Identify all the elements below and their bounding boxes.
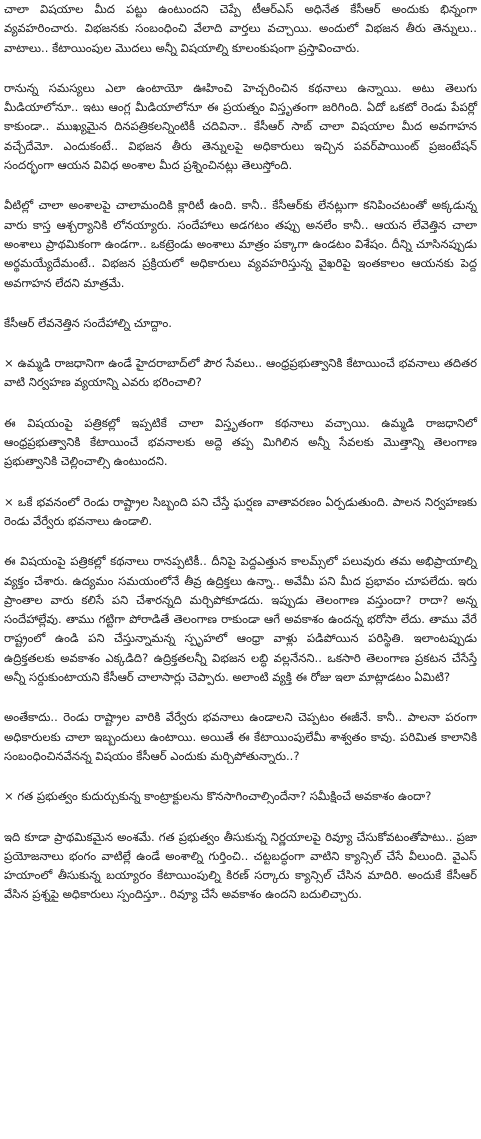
question-contracts-review: × గత ప్రభుత్వం కుదుర్చుకున్న కాంట్రాక్టులను కొనసాగించాల్సిందేనా? సమీక్షించే అవకాశం ఉందా? <box>4 789 432 804</box>
paragraph-clarity: వీటిల్లో చాలా అంశాలపై చాలామందికి క్లారిటీ ఉంది. కానీ.. కేసీఆర్‌కు లేనట్లుగా కనిపించటంతో అక్కడున్న వారు కాస్త ఆశ్చర్యానికి లోనయ్యారు. సందేహాలు అడగటం తప్పు అనలేం కానీ.. ఆయన లేవెత్తిన చాలా అంశాలు ప్రాథమికంగా ఉండగా.. ఒకట్రెండు అంశాలు మాత్రం పక్కాగా ఉండటం విశేషం. దీన్ని చూసినప్పుడు అర్థమయ్యేదేమంటే.. విభజన ప్రక్రియలో అధికారులు వ్యవహరిస్తున్న వైఖరిపై ఇంతకాలం ఆయనకు పెద్ద అవగాహన లేదని మాత్రమే. <box>4 198 477 290</box>
paragraph-answer-buildings: అంతేకాదు.. రెండు రాష్ట్రాల వారికి వేర్వేరు భవనాలు ఉండాలని చెప్పటం ఈజీనే. కానీ.. పాలనా పరంగా అధికారులకు చాలా ఇబ్బందులు ఉంటాయి. అయితే ఈ కేటాయింపులేమీ శాశ్వతం కావు. పరిమిత కాలానికి సంబంధించినవేనన్న విషయం కేసీఆర్ ఎందుకు మర్చిపోతున్నారు..? <box>4 710 477 763</box>
question-separate-buildings: × ఒకే భవనంలో రెండు రాష్ట్రాల సిబ్బంది పని చేస్తే ఘర్షణ వాతావరణం ఏర్పడుతుంది. పాలన నిర్వహణకు రెండు వేర్వేరు భవనాలు ఉండాలి. <box>4 494 477 528</box>
paragraph-answer-contracts: ఇది కూడా ప్రాథమికమైన అంశమే. గత ప్రభుత్వం తీసుకున్న నిర్ణయాలపై రివ్యూ చేసుకోవటంతోపాటు.. ప్రజా ప్రయోజనాలు భంగం వాటిల్లే ఉండే అంశాల్ని గుర్తించి.. చట్టబద్ధంగా వాటిని క్యాన్సిల్ చేసే వీలుంది. వైఎస్ హయాంలో తీసుకున్న బయ్యారం కేటాయింపుల్ని కిరణ్ సర్కారు క్యాన్సిల్ చేసిన మాదిరి. అందుకే కేసీఆర్ వేసిన ప్రశ్నపై అధికారులు స్పందిస్తూ.. రివ్యూ చేసే అవకాశం ఉందని బదులిచ్చారు. <box>4 829 477 902</box>
paragraph-intro: చాలా విషయాల మీద పట్టు ఉంటుందని చెప్పే టీఆర్ఎస్ అధినేత కేసీఆర్ అందుకు భిన్నంగా వ్యవహరించారు. విభజనకు సంబంధించి వేలాది వార్తలు వచ్చాయి. అందులో విభజన తీరు తెన్నులు.. వాటాలు.. కేటాయింపుల మొదలు అన్నీ విషయాల్ని కూలంకుషంగా ప్రస్తావించారు. <box>4 2 477 55</box>
paragraph-answer-capital-costs: ఈ విషయంపై పత్రికల్లో ఇప్పటికే చాలా విస్తృతంగా కథనాలు వచ్చాయి. ఉమ్మడి రాజధానిలో ఆంధ్రప్రభుత్వానికి కేటాయించే భవనాలకు అద్దె తప్ప మిగిలిన అన్నీ సేవలకు మొత్తాన్ని తెలంగాణ ప్రభుత్వానికి చెల్లించాల్సి ఉంటుందని. <box>4 415 477 469</box>
paragraph-media-coverage: రానున్న సమస్యలు ఎలా ఉంటాయో ఊహించి హెచ్చరించిన కథనాలు ఉన్నాయి. అటు తెలుగు మీడియాలోనూ.. ఇటు ఆంగ్ల మీడియాలోనూ ఈ ప్రయత్నం విస్తృతంగా జరిగింది. ఏదో ఒకటో రెండు పేపర్లో కాకుండా.. ముఖ్యమైన దినపత్రికలన్నింటికీ చదివినా.. కేసీఆర్ సాబ్ చాలా విషయాల మీద అవగాహన వచ్చేదేమో. ఎందుకంటే.. విభజన తీరు తెన్నులపై అధికారులు ఇచ్చిన పవర్‌పాయింట్ ప్రజంటేషన్ సందర్భంగా ఆయన వివిధ అంశాల మీద ప్రశ్నించినట్లు తెలుస్తోంది. <box>4 80 477 173</box>
paragraph-doubts-heading: కేసీఆర్ లేవనెత్తిన సందేహాల్ని చూద్దాం. <box>4 315 172 330</box>
question-common-capital-costs: × ఉమ్మడి రాజధానిగా ఉండే హైదరాబాద్‌లో పౌర సేవలు.. ఆంధ్రప్రభుత్వానికి కేటాయించే భవనాలు తదితర వాటి నిర్వహణ వ్యయాన్ని ఎవరు భరించాలి? <box>4 356 477 390</box>
paragraph-answer-tensions: ఈ విషయంపై పత్రికల్లో కథనాలు రానప్పటికీ.. దీనిపై పెద్దఎత్తున కాలమ్స్‌లో పలువురు తమ అభిప్రాయాల్ని వ్యక్తం చేశారు. ఉద్యమం సమయంలోనే తీవ్ర ఉద్రిక్తలు ఉన్నా.. అవేమీ పని మీద ప్రభావం చూపలేదు. ఇరు ప్రాంతాల వారు కలిసే పని చేశారన్నది మర్చిపోకూడదు. ఇప్పుడు తెలంగాణ వస్తుందా? రాదా? అన్న సందేహాల్లేవు. తాము గట్టిగా పోరాడితే తెలంగాణ రాకుండా ఆగే అవకాశం ఉందన్న భరోసా లేదు. తాము వేరే రాష్ట్రంలో ఉండి పని చేస్తున్నామన్న స్పృహలో ఆంధ్రా వాళ్లు పడిపోయిన పరిస్థితి. ఇలాంటప్పుడు ఉద్రిక్తతలకు అవకాశం ఎక్కడిది? ఉద్రిక్తతలన్నీ విభజన లబ్ధి వల్లనేనని.. ఒకసారి తెలంగాణ ప్రకటన చేసేస్తే అన్నీ సర్దుకుంటాయని కేసీఆర్ చాలాసార్లు చెప్పారు. అలాంటి వ్యక్తి ఈ రోజు ఇలా మాట్లాడటం ఏమిటి? <box>4 554 477 685</box>
